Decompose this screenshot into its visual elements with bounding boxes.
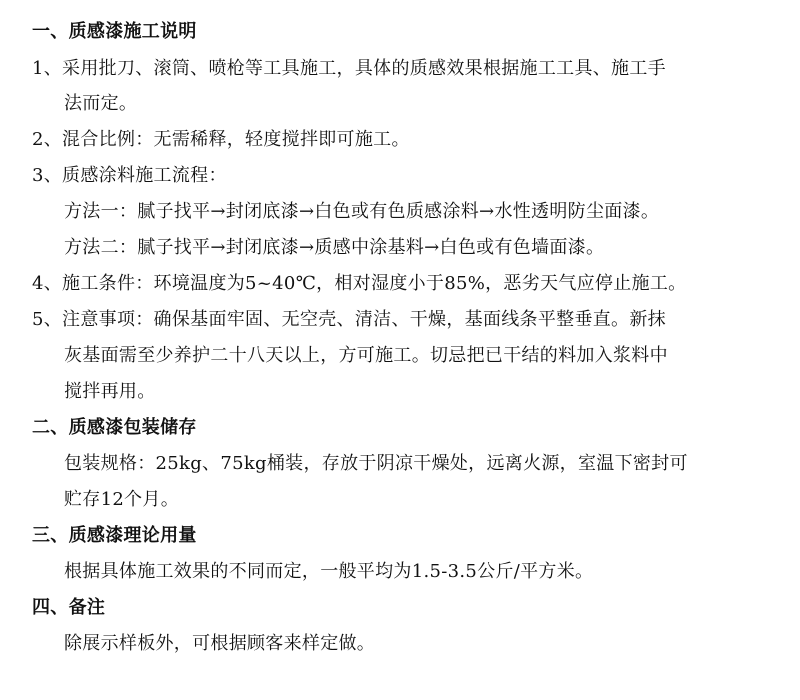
section-heading-construction-notes: 一、质感漆施工说明 bbox=[32, 21, 197, 42]
section-heading-remarks: 四、备注 bbox=[32, 597, 106, 618]
item-1-text-continued: 法而定。 bbox=[64, 93, 138, 114]
item-1-text: 1、采用批刀、滚筒、喷枪等工具施工，具体的质感效果根据施工工具、施工手 bbox=[32, 58, 666, 79]
section-heading-packaging-storage: 二、质感漆包装储存 bbox=[32, 417, 197, 438]
item-3-text: 3、质感涂料施工流程： bbox=[32, 165, 227, 186]
method-1-text: 方法一：腻子找平→封闭底漆→白色或有色质感涂料→水性透明防尘面漆。 bbox=[64, 201, 660, 222]
packaging-text: 包装规格：25kg、75kg桶装，存放于阴凉干燥处，远离火源，室温下密封可 bbox=[64, 453, 688, 474]
packaging-text-continued: 贮存12个月。 bbox=[64, 489, 180, 510]
section-heading-theoretical-usage: 三、质感漆理论用量 bbox=[32, 525, 197, 546]
remarks-text: 除展示样板外，可根据顾客来样定做。 bbox=[64, 633, 376, 654]
method-2-text: 方法二：腻子找平→封闭底漆→质感中涂基料→白色或有色墙面漆。 bbox=[64, 237, 605, 258]
item-5-text: 5、注意事项：确保基面牢固、无空壳、清洁、干燥，基面线条平整垂直。新抹 bbox=[32, 309, 666, 330]
item-4-text: 4、施工条件：环境温度为5~40℃，相对湿度小于85%，恶劣天气应停止施工。 bbox=[32, 273, 687, 294]
usage-text: 根据具体施工效果的不同而定，一般平均为1.5-3.5公斤/平方米。 bbox=[64, 561, 594, 582]
item-5-text-continued: 灰基面需至少养护二十八天以上，方可施工。切忌把已干结的料加入浆料中 bbox=[64, 345, 668, 366]
item-5-text-end: 搅拌再用。 bbox=[64, 381, 156, 402]
item-2-text: 2、混合比例：无需稀释，轻度搅拌即可施工。 bbox=[32, 129, 410, 150]
